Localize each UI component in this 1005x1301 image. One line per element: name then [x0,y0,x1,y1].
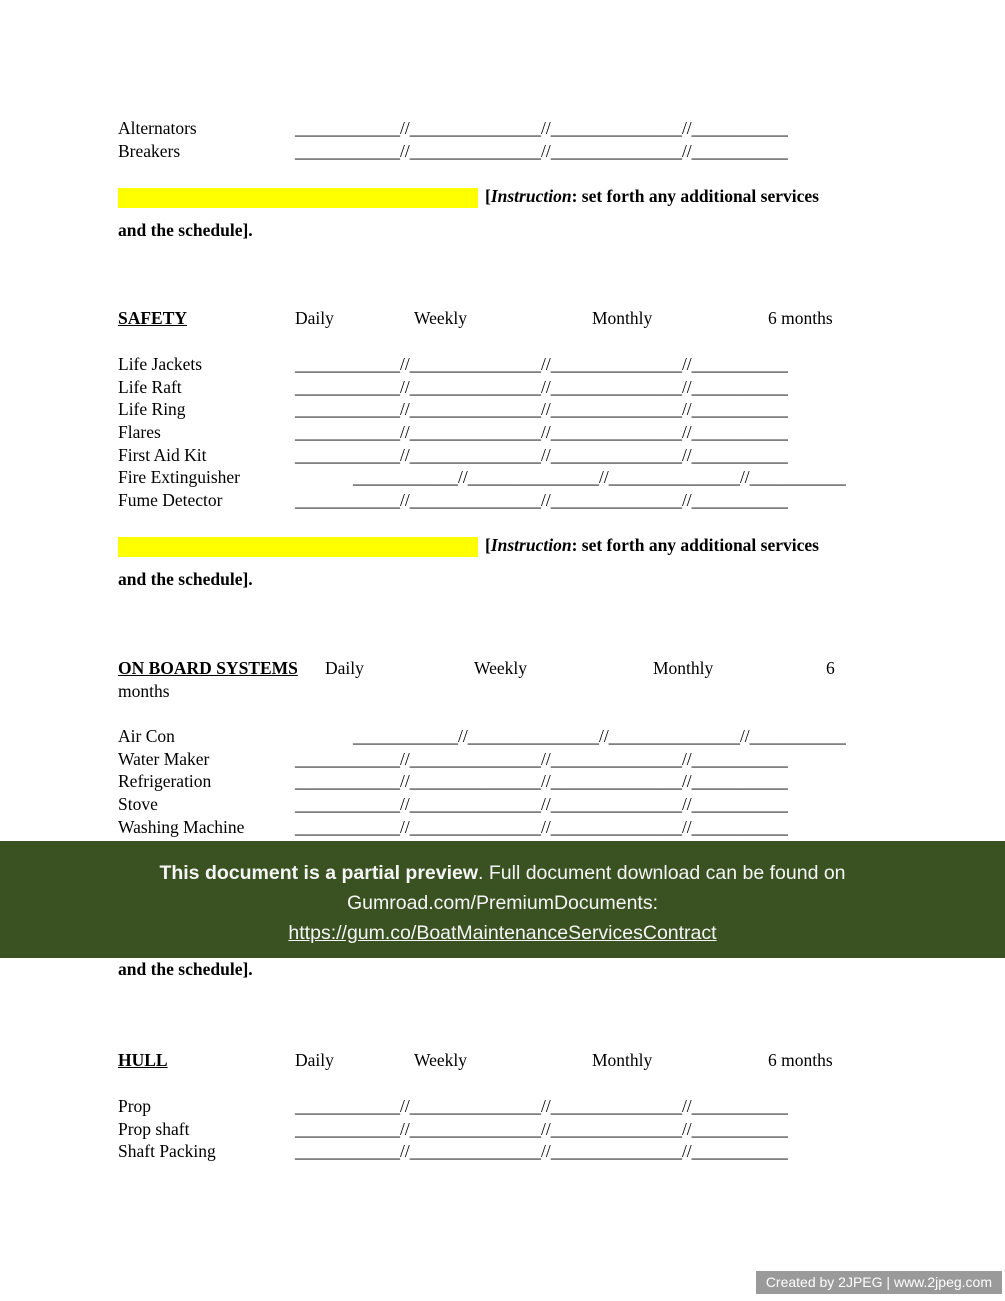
preview-banner-rest: . Full document download can be found on [478,862,846,884]
section-header [118,308,846,331]
column-header-daily: Daily [295,308,334,328]
instruction-separator: : [571,186,582,206]
fill-in-line: ____________//_______________//_______________//___________ [295,1118,788,1139]
preview-banner-bold: This document is a partial preview [159,862,479,884]
item-label: Fume Detector [118,490,223,511]
instruction-line-2 [118,959,253,980]
item-label: Life Jackets [118,354,203,374]
item-label: Washing Machine [118,816,245,837]
item-label: First Aid Kit [118,444,207,465]
column-header-weekly: Weekly [414,308,468,328]
section-onboard-systems [118,658,846,839]
instruction-line [118,186,819,213]
preview-banner-line-1 [0,858,1005,888]
table-row [118,771,846,794]
instruction-text: set forth any additional services [581,535,819,555]
table-row [118,1096,833,1119]
instruction-line-2: and the schedule]. [118,569,253,589]
section-safety [118,308,846,513]
item-label: Prop [118,1096,152,1116]
fill-in-line: ____________//_______________//_______________//___________ [295,794,788,815]
item-label: Shaft Packing [118,1141,216,1162]
table-row [118,1119,833,1142]
fill-in-line: ____________//_______________//_______________//___________ [295,816,788,837]
section-header [118,658,846,681]
item-label: Prop shaft [118,1118,190,1139]
item-label: Breakers [118,140,181,161]
preview-banner-line-3 [0,918,1005,948]
section-title: SAFETY [118,308,188,328]
table-row [118,1141,833,1164]
table-row [118,749,846,772]
preview-banner-line-2: Gumroad.com/PremiumDocuments: [346,892,658,914]
fill-in-line: ____________//_______________//_______________//___________ [353,467,846,488]
instruction-bracket: [ [485,186,491,206]
section-continuation [118,118,788,163]
instruction-block [118,535,819,590]
highlighted-blank [118,537,478,557]
instruction-keyword: Instruction [490,186,572,206]
item-label: Life Ring [118,399,186,420]
table-row [118,377,846,400]
column-header-6: 6 [826,658,835,678]
download-link[interactable]: https://gum.co/BoatMaintenanceServicesContract [288,922,717,944]
table-row [118,445,846,468]
fill-in-line: ____________//_______________//_______________//___________ [295,140,788,161]
table-row [118,399,846,422]
fill-in-line: ____________//_______________//_______________//___________ [295,1141,788,1162]
table-row [118,794,846,817]
column-header-6months: 6 months [768,308,833,328]
instruction-line-2: and the schedule]. [118,220,253,240]
column-header-weekly: Weekly [474,658,528,678]
item-label: Air Con [118,726,175,746]
table-row [118,422,846,445]
column-header-months-wrap: months [118,681,170,701]
item-label: Refrigeration [118,771,212,792]
column-header-weekly: Weekly [414,1050,468,1070]
instruction-line-2-text: and the schedule]. [118,959,253,979]
preview-banner [0,841,1005,958]
table-row [118,354,846,377]
instruction-block [118,186,819,241]
fill-in-line: ____________//_______________//_______________//___________ [295,354,788,374]
table-row [118,726,846,749]
instruction-bracket: [ [485,535,491,555]
fill-in-line: ____________//_______________//_______________//___________ [295,118,788,138]
column-header-monthly: Monthly [653,658,714,678]
fill-in-line: ____________//_______________//_______________//___________ [295,444,788,465]
instruction-text: set forth any additional services [581,186,819,206]
table-row [118,118,788,141]
fill-in-line: ____________//_______________//_______________//___________ [295,748,788,769]
instruction-separator: : [571,535,582,555]
section-title: ON BOARD SYSTEMS [118,658,298,678]
item-label: Flares [118,422,161,443]
column-header-daily: Daily [295,1050,334,1070]
table-row [118,490,846,513]
fill-in-line: ____________//_______________//_______________//___________ [353,726,846,746]
table-row [118,467,846,490]
table-row [118,817,846,840]
item-label: Fire Extinguisher [118,467,240,488]
fill-in-line: ____________//_______________//_______________//___________ [295,490,788,511]
highlighted-blank [118,188,478,208]
item-label: Water Maker [118,748,210,769]
item-label: Alternators [118,118,197,138]
fill-in-line: ____________//_______________//_______________//___________ [295,399,788,420]
table-row [118,141,788,164]
instruction-keyword: Instruction [490,535,572,555]
column-header-daily: Daily [325,658,364,678]
fill-in-line: ____________//_______________//_______________//___________ [295,422,788,443]
section-hull [118,1050,833,1164]
fill-in-line: ____________//_______________//_______________//___________ [295,1096,788,1116]
item-label: Stove [118,794,158,815]
instruction-line [118,535,819,562]
column-header-6months: 6 months [768,1050,833,1070]
section-title: HULL [118,1050,168,1070]
item-label: Life Raft [118,376,182,397]
watermark-badge: Created by 2JPEG | www.2jpeg.com [756,1271,1002,1294]
fill-in-line: ____________//_______________//_______________//___________ [295,771,788,792]
section-header [118,1050,833,1073]
column-header-monthly: Monthly [592,308,653,328]
fill-in-line: ____________//_______________//_______________//___________ [295,376,788,397]
column-header-monthly: Monthly [592,1050,653,1070]
